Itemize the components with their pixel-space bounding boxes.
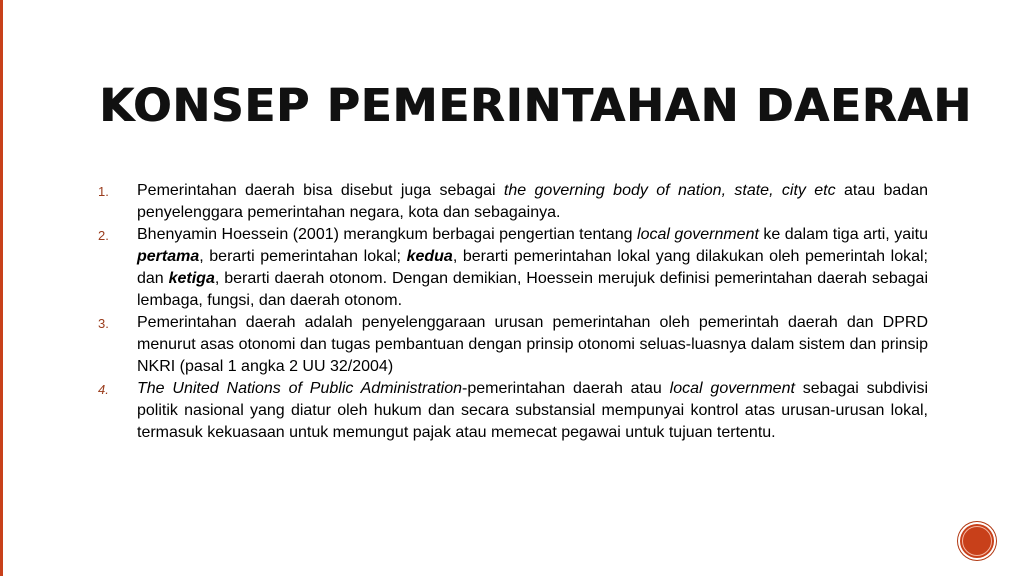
list-number: 2.: [98, 228, 109, 243]
item-italic-text: the governing body of nation, state, city etc: [503, 182, 836, 199]
item-text: -pemerintahan daerah atau: [462, 380, 670, 397]
list-item-1: [92, 180, 928, 224]
list-item-2: [92, 224, 928, 312]
item-text: Pemerintahan daerah adalah penyelenggaraan urusan pemerintahan oleh pemerintah daerah dan DPRD menurut asas otonomi dan tugas pembantuan dengan prinsip otonomi seluas-luasnya dalam sistem dan prinsip NKRI (pasal 1 angka 2 UU 32/2004): [137, 314, 928, 375]
item-text: , berarti pemerintahan lokal;: [199, 248, 407, 265]
list-number: 1.: [98, 184, 109, 199]
numbered-list: [92, 180, 928, 444]
accent-bar: [0, 0, 3, 576]
list-item-3: [92, 312, 928, 378]
item-text: Pemerintahan daerah bisa disebut juga sebagai: [137, 182, 504, 199]
item-italic-text: local government: [669, 380, 795, 397]
item-text: sebagai subdivisi politik nasional yang diatur oleh hukum dan secara substansial mempunyai kontrol atas urusan-urusan lokal, termasuk kekuasaan untuk memungut pajak atau memecat pegawai untuk tujuan tertentu.: [137, 380, 929, 441]
item-italic-text: The United Nations of Public Administration: [137, 380, 462, 397]
item-text: , berarti pemerintahan lokal yang dilakukan oleh pemerintah lokal; dan: [137, 248, 928, 287]
emphasis-ketiga: ketiga: [168, 270, 215, 287]
slide-number-badge: [958, 522, 996, 560]
item-text: , berarti daerah otonom. Dengan demikian, Hoessein merujuk definisi pemerintahan daerah sebagai lembaga, fungsi, dan daerah otonom.: [137, 270, 928, 309]
item-text: ke dalam tiga arti, yaitu: [758, 226, 929, 243]
emphasis-kedua: kedua: [406, 248, 453, 265]
list-item-4: [92, 378, 928, 444]
slide-title: KONSEP PEMERINTAHAN DAERAH: [99, 79, 972, 132]
emphasis-pertama: pertama: [137, 248, 200, 265]
list-number: 3.: [98, 316, 109, 331]
list-number: 4.: [98, 382, 109, 397]
item-text: Bhenyamin Hoessein (2001) merangkum berbagai pengertian tentang: [137, 226, 638, 243]
item-text: atau badan penyelenggara pemerintahan negara, kota dan sebagainya.: [137, 182, 928, 221]
item-italic-text: local government: [637, 226, 759, 243]
badge-ring: [962, 526, 992, 556]
